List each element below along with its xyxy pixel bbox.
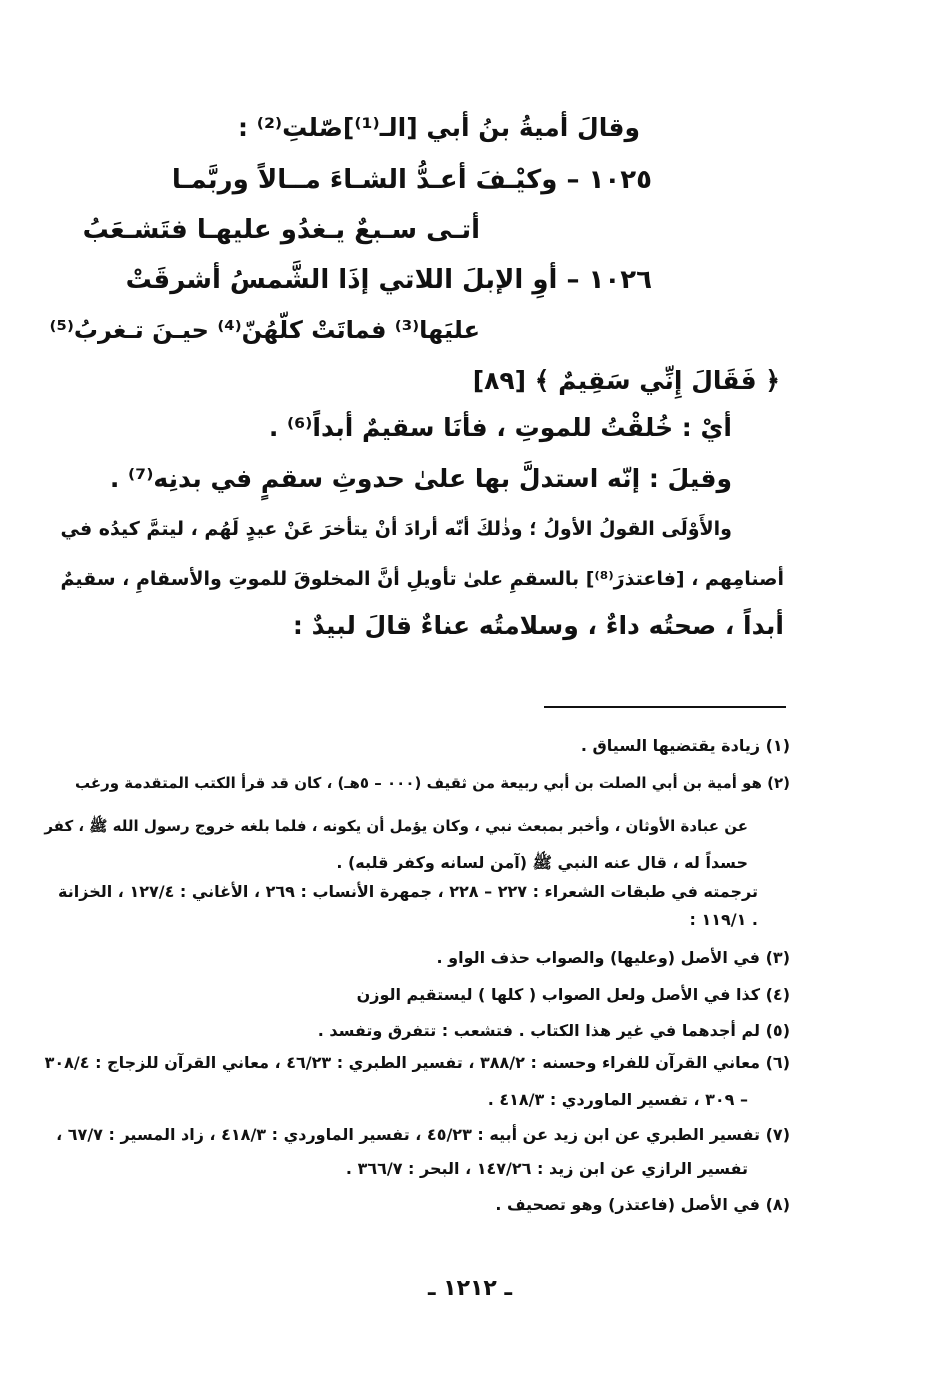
footnote-5: (٥) لم أجدهما في غير هذا الكتاب . فتشعب : تتفرق وتفسد . xyxy=(317,1021,790,1040)
footnote-separator xyxy=(544,706,786,708)
footnote-2-line-4: ترجمته في طبقات الشعراء : ٢٢٧ – ٢٢٨ ، جمهرة الأنساب : ٢٦٩ ، الأغاني : ١٢٧/٤ ، الخزانة xyxy=(58,882,758,901)
paragraph-second-opinion: وقيلَ : إنّه استدلَّ بها علىٰ حدوثِ سقمٍ في بدنِه⁽⁷⁾ . xyxy=(109,464,732,493)
footnote-7-line-2: تفسير الرازي عن ابن زيد : ١٤٧/٢٦ ، البحر : ٣٦٦/٧ . xyxy=(345,1159,748,1178)
footnote-2-line-2: عن عبادة الأوثان ، وأخبر بمبعث نبي ، وكان يؤمل أن يكونه ، فلما بلغه خروج رسول الله ﷺ ، كفر xyxy=(44,817,748,835)
paragraph-meaning: أيْ : خُلقْتُ للموتِ ، فأنَا سقيمٌ أبداً⁽⁶⁾ . xyxy=(268,413,732,442)
quran-verse: ﴿ فَقَالَ إِنِّي سَقِيمٌ ﴾ [٨٩] xyxy=(472,366,780,395)
footnote-4: (٤) كذا في الأصل ولعل الصواب ( كلها ) ليستقيم الوزن xyxy=(356,985,790,1004)
verse-1025-second-hemistich: أتـى سـبعٌ يـغدُو عليهـا فتَشـعَبُ xyxy=(82,215,480,245)
footnote-6-line-2: – ٣٠٩ ، تفسير الماوردي : ٤١٨/٣ . xyxy=(487,1090,748,1109)
verse-1026-first-hemistich: ١٠٢٦ – أوِ الإبلَ اللاتي إذَا الشَّمسُ أشرقَتْ xyxy=(125,265,652,295)
paragraph-preferred-line-1: والأَوْلَى القولُ الأولُ ؛ وذٰلكَ أنّه أرادَ أنْ يتأخرَ عَنْ عيدٍ لَهُم ، ليتمَّ كيدُه في xyxy=(60,518,732,540)
footnote-3: (٣) في الأصل (وعليها) والصواب حذف الواو . xyxy=(436,948,790,967)
page-number: ـ ١٢١٢ ـ xyxy=(427,1276,513,1301)
paragraph-preferred-line-2: أصنامِهم ، [فاعتذرَ⁽⁸⁾] بالسقمِ علىٰ تأويلِ أنَّ المخلوقَ للموتِ والأسقامِ ، سقيمٌ xyxy=(60,568,784,590)
footnote-2-line-3: حسداً له ، قال عنه النبي ﷺ (آمن لسانه وكفر قلبه) . xyxy=(336,853,748,872)
footnote-2-line-1: (٢) هو أمية بن أبي الصلت بن أبي ربيعة من ثقيف (٠٠٠ – ٥هـ) ، كان قد قرأ الكتب المتقدمة ورغب xyxy=(74,774,790,792)
verse-intro: وقالَ أميةُ بنُ أبي [الـ⁽¹⁾]صّلتِ⁽²⁾ : xyxy=(238,113,640,142)
footnote-6-line-1: (٦) معاني القرآن للفراء وحسنه : ٣٨٨/٢ ، تفسير الطبري : ٤٦/٢٣ ، معاني القرآن للزجاج : ٣٠٨/٤ xyxy=(44,1053,790,1072)
footnote-2-line-5: : ١١٩/١ . xyxy=(689,910,758,929)
verse-1026-second-hemistich: عليَها⁽³⁾ فماتَتْ كلّهُنّ⁽⁴⁾ حيـنَ تـغربُ⁽⁵⁾ xyxy=(49,316,480,344)
footnote-7-line-1: (٧) تفسير الطبري عن ابن زيد عن أبيه : ٤٥/٢٣ ، تفسير الماوردي : ٤١٨/٣ ، زاد المسير : ٦٧/٧ ، xyxy=(56,1125,790,1144)
footnote-8: (٨) في الأصل (فاعتذر) وهو تصحيف . xyxy=(495,1195,790,1214)
footnote-1: (١) زيادة يقتضيها السياق . xyxy=(580,736,790,755)
paragraph-preferred-line-3: أبداً ، صحتُه داءٌ ، وسلامتُه عناءٌ قالَ لبيدٌ : xyxy=(292,611,784,640)
verse-1025-first-hemistich: ١٠٢٥ – وكيْـفَ أعـدُّ الشـاءَ مــالاً وربَّمـا xyxy=(171,165,652,195)
